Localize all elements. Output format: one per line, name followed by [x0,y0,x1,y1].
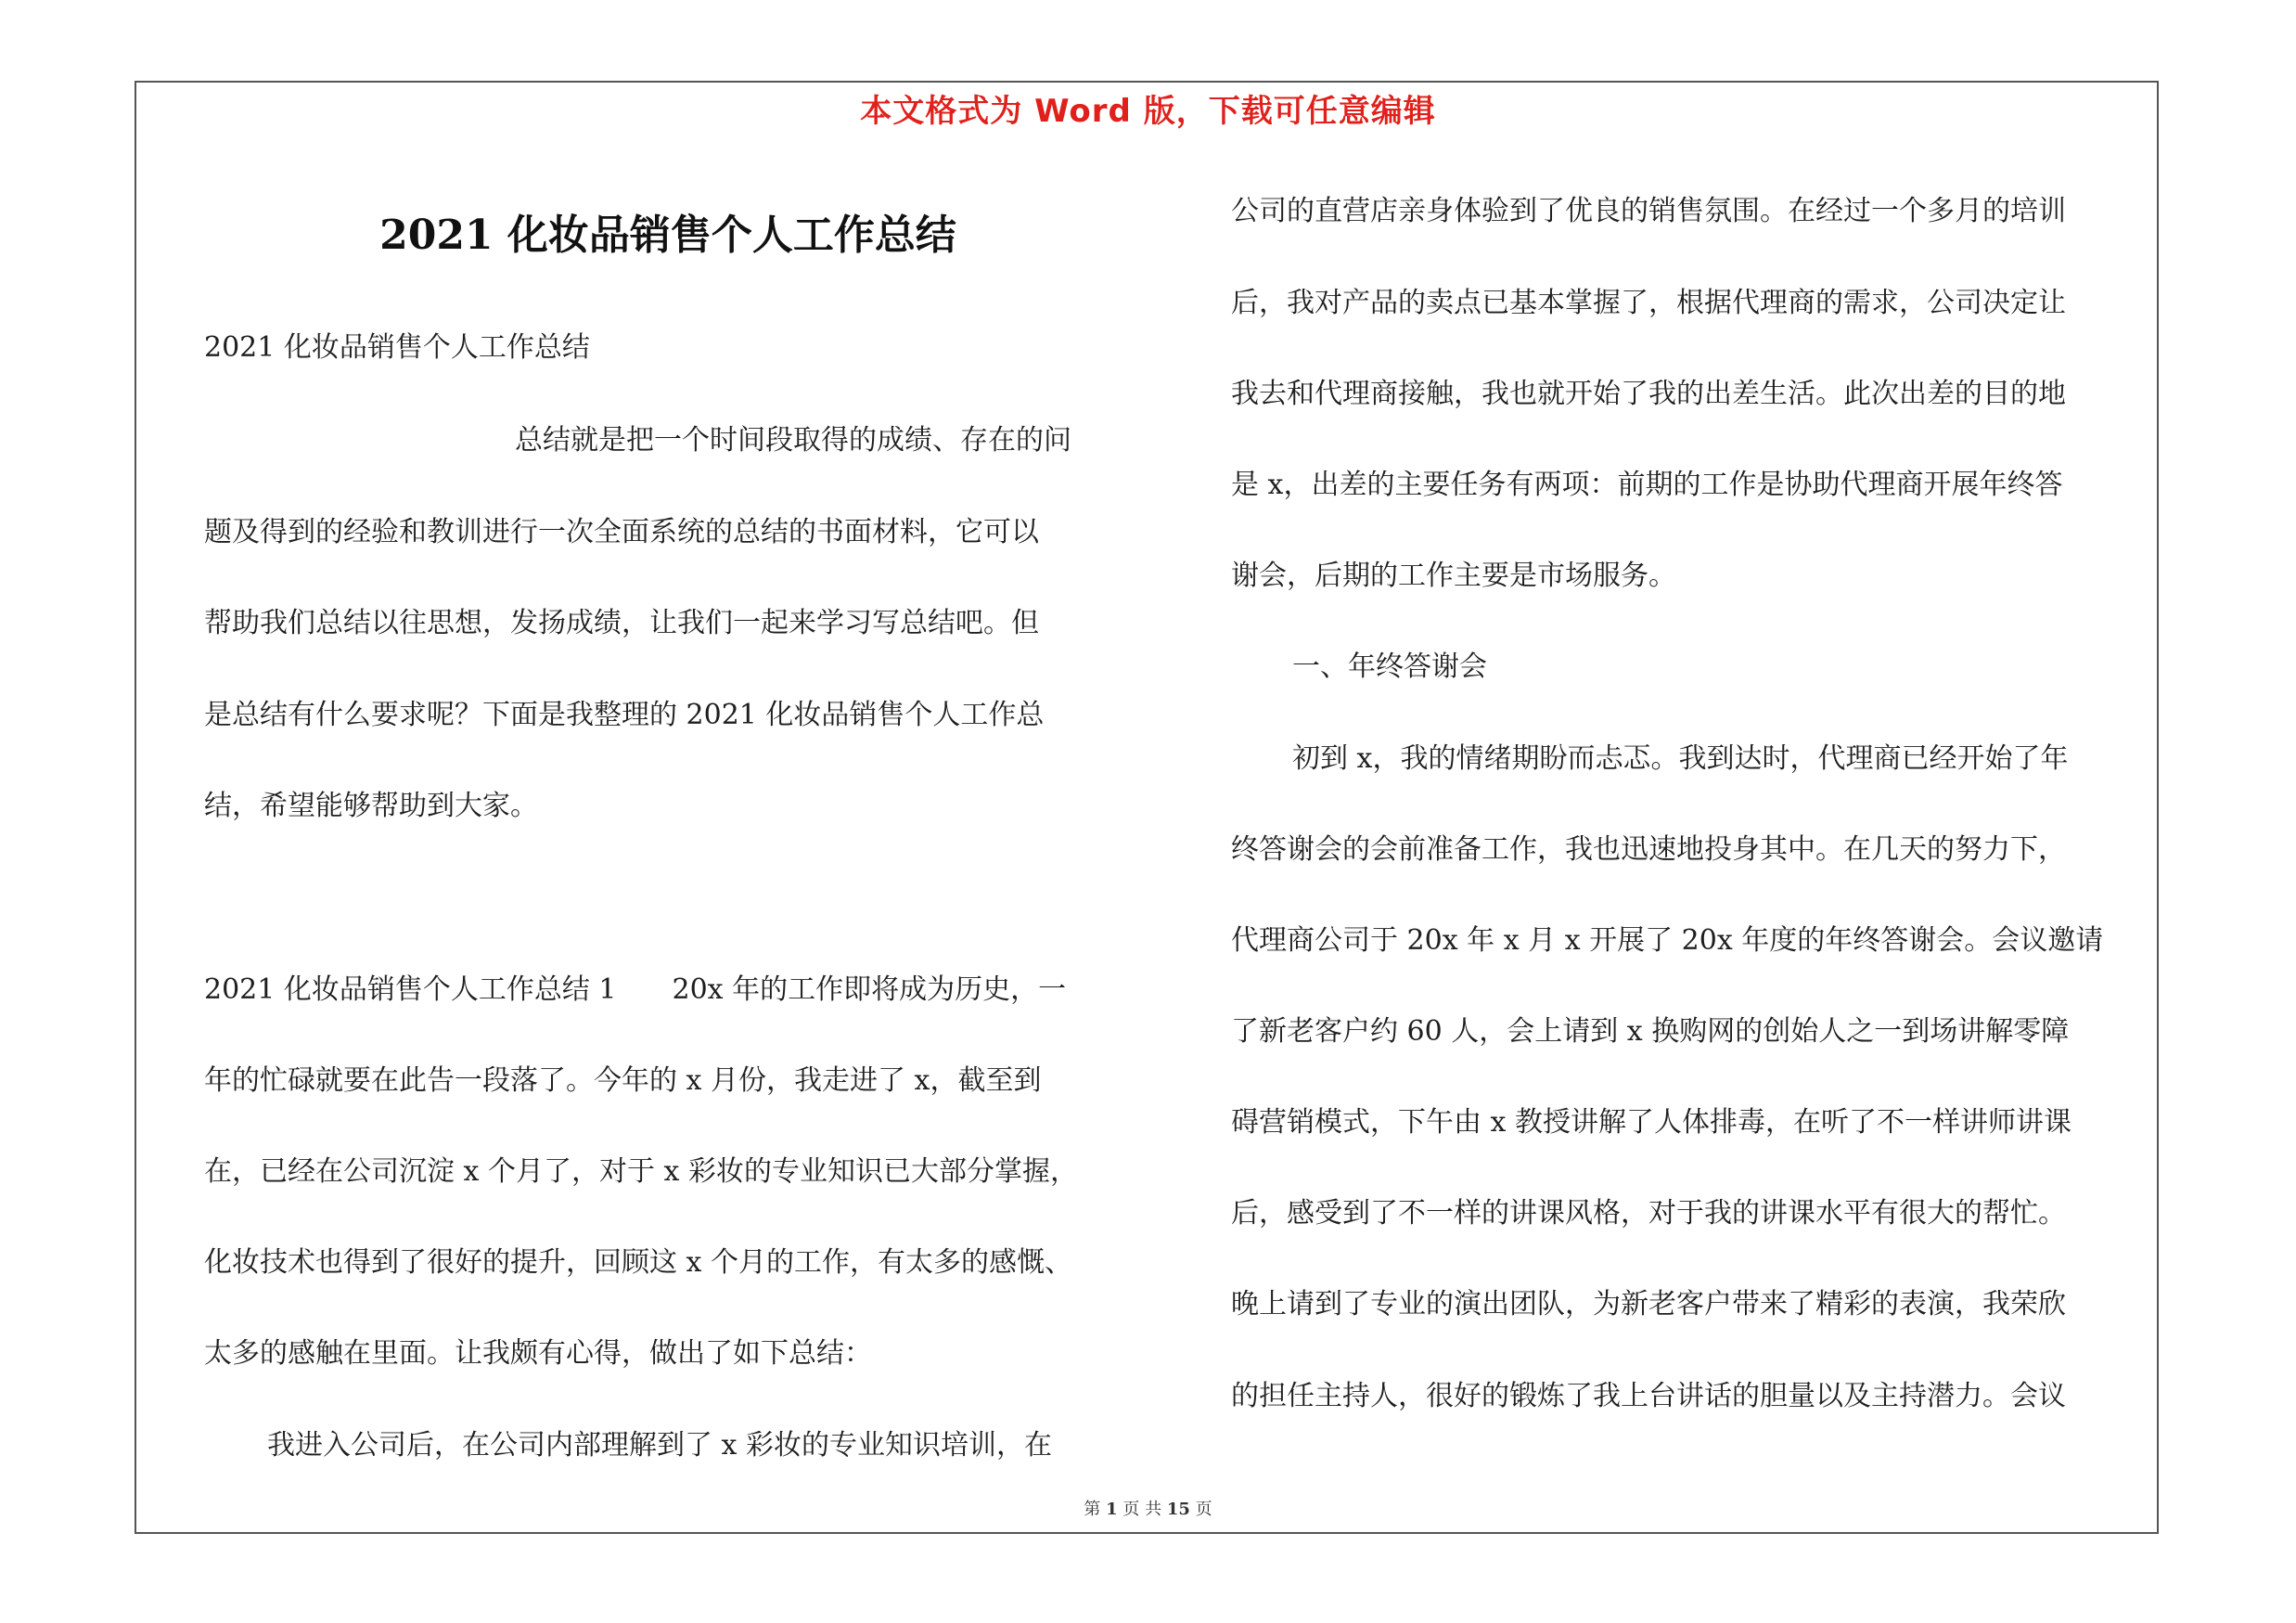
text-line: 的担任主持人，很好的锻炼了我上台讲话的胆量以及主持潜力。会议 [1231,1380,2066,1412]
text-line: 化妆技术也得到了很好的提升，回顾这 x 个月的工作，有太多的感慨、 [204,1246,1072,1279]
footer-page-number: 1 [1106,1500,1118,1519]
text-line: 晚上请到了专业的演出团队，为新老客户带来了精彩的表演，我荣欣 [1231,1288,2066,1320]
text-line: 是总结有什么要求呢？下面是我整理的 2021 化妆品销售个人工作总 [204,699,1045,731]
text-line: 结，希望能够帮助到大家。 [204,790,538,822]
footer-prefix: 第 [1084,1500,1101,1519]
text-line: 了新老客户约 60 人，会上请到 x 换购网的创始人之一到场讲解零障 [1231,1015,2070,1048]
format-banner: 本文格式为 Word 版，下载可任意编辑 [860,93,1436,130]
text-line: 公司的直营店亲身体验到了优良的销售氛围。在经过一个多月的培训 [1231,195,2066,227]
text-line: 代理商公司于 20x 年 x 月 x 开展了 20x 年度的年终答谢会。会议邀请 [1231,924,2104,957]
text-line: 2021 化妆品销售个人工作总结 [204,331,590,364]
text-line: 总结就是把一个时间段取得的成绩、存在的问 [515,424,1071,457]
page-footer [0,1496,2296,1520]
section-heading: 一、年终答谢会 [1292,650,1487,683]
text-line: 年的忙碌就要在此告一段落了。今年的 x 月份，我走进了 x，截至到 [204,1064,1042,1097]
text-line: 我进入公司后，在公司内部理解到了 x 彩妆的专业知识培训，在 [267,1429,1052,1462]
text-line: 在，已经在公司沉淀 x 个月了，对于 x 彩妆的专业知识已大部分掌握， [204,1155,1078,1188]
footer-middle: 页 共 [1122,1500,1162,1519]
footer-suffix: 页 [1195,1500,1212,1519]
text-line: 后，我对产品的卖点已基本掌握了，根据代理商的需求，公司决定让 [1231,287,2066,319]
text-line: 我去和代理商接触，我也就开始了我的出差生活。此次出差的目的地 [1231,378,2066,410]
text-line: 是 x，出差的主要任务有两项：前期的工作是协助代理商开展年终答 [1231,469,2063,501]
text-line: 后，感受到了不一样的讲课风格，对于我的讲课水平有很大的帮忙。 [1231,1197,2066,1230]
footer-total-pages: 15 [1166,1500,1190,1519]
text-line: 帮助我们总结以往思想，发扬成绩，让我们一起来学习写总结吧。但 [204,607,1039,639]
text-line: 谢会，后期的工作主要是市场服务。 [1231,560,1676,592]
text-line: 题及得到的经验和教训进行一次全面系统的总结的书面材料，它可以 [204,516,1039,548]
document-title: 2021 化妆品销售个人工作总结 [379,212,956,259]
text-line: 碍营销模式，下午由 x 教授讲解了人体排毒，在听了不一样讲师讲课 [1231,1106,2072,1139]
text-line: 终答谢会的会前准备工作，我也迅速地投身其中。在几天的努力下， [1231,833,2066,866]
text-line: 2021 化妆品销售个人工作总结 1 20x 年的工作即将成为历史，一 [204,973,1067,1006]
text-line: 太多的感触在里面。让我颇有心得，做出了如下总结： [204,1337,872,1370]
text-line: 初到 x，我的情绪期盼而忐忑。我到达时，代理商已经开始了年 [1292,742,2069,775]
